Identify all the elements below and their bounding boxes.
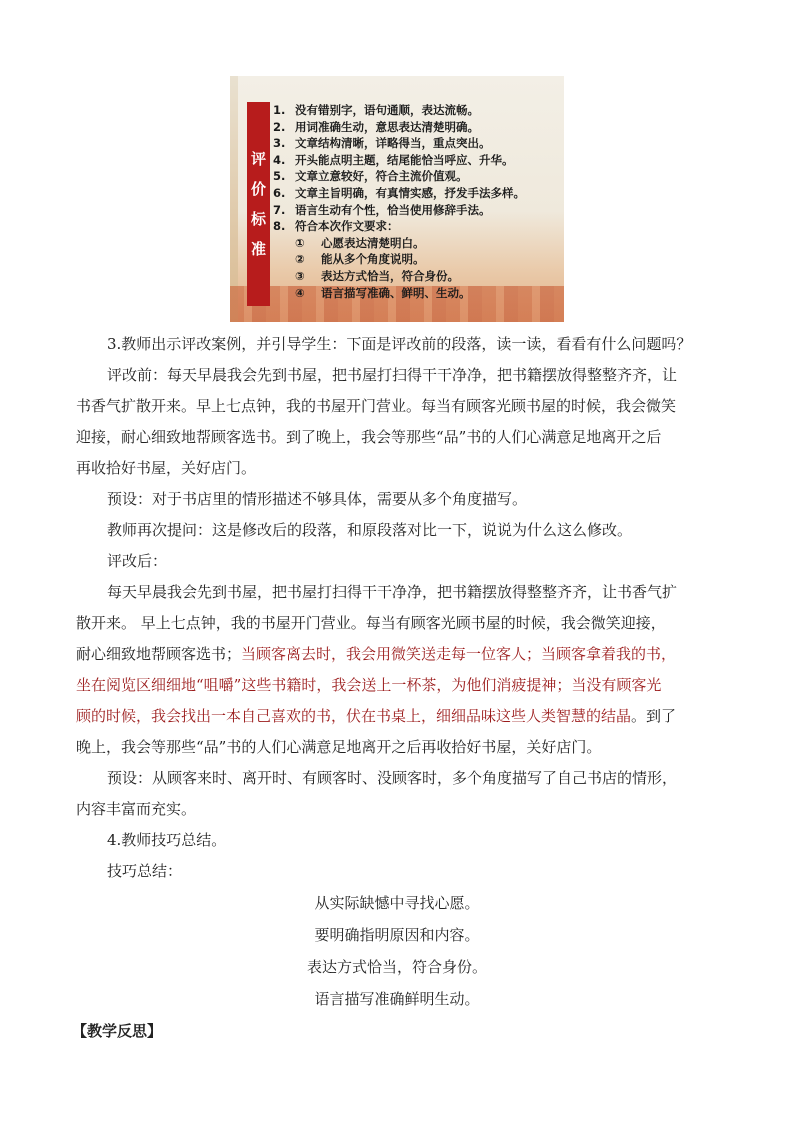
criteria-item xyxy=(273,102,525,119)
before-revision-line: 再收拾好书屋，关好店门。 xyxy=(76,459,257,477)
criteria-subitem xyxy=(273,285,525,302)
side-label-char: 评 xyxy=(250,150,266,168)
side-label-char: 标 xyxy=(250,210,266,228)
item-text: 开头能点明主题，结尾能恰当呼应、升华。 xyxy=(295,152,514,167)
subitem-number: ④ xyxy=(295,285,305,300)
criteria-item xyxy=(273,185,525,202)
subitem-number: ① xyxy=(295,235,305,250)
subitem-text: 心愿表达清楚明白。 xyxy=(321,235,425,250)
preset-note: 内容丰富而充实。 xyxy=(76,800,197,818)
plain-text: 耐心细致地帮顾客选书； xyxy=(76,645,242,663)
preset-note: 预设：对于书店里的情形描述不够具体，需要从多个角度描写。 xyxy=(107,490,528,508)
item-text: 文章主旨明确，有真情实感，抒发手法多样。 xyxy=(295,185,525,200)
criteria-list xyxy=(273,102,525,301)
item-number: 1. xyxy=(273,103,286,117)
criteria-item xyxy=(273,218,525,235)
preset-note: 预设：从顾客来时、离开时、有顾客时、没顾客时，多个角度描写了自己书店的情形， xyxy=(107,769,678,787)
summary-point: 表达方式恰当，符合身份。 xyxy=(306,958,487,976)
after-revision-line xyxy=(76,701,676,732)
skills-summary-label: 技巧总结： xyxy=(107,862,183,880)
summary-point: 从实际缺憾中寻找心愿。 xyxy=(314,894,480,912)
item-number: 7. xyxy=(273,202,286,217)
item-text: 文章立意较好，符合主流价值观。 xyxy=(295,169,468,184)
side-label-char: 价 xyxy=(250,180,266,198)
item-number: 3. xyxy=(273,136,286,151)
subitem-text: 能从多个角度说明。 xyxy=(321,252,425,267)
item-number: 8. xyxy=(273,219,286,234)
subitem-text: 表达方式恰当，符合身份。 xyxy=(321,268,459,283)
criteria-item xyxy=(273,119,525,136)
item-number: 6. xyxy=(273,185,286,200)
criteria-side-label xyxy=(247,102,270,306)
item-text: 文章结构清晰，详略得当，重点突出。 xyxy=(295,136,491,151)
summary-point: 语言描写准确鲜明生动。 xyxy=(314,990,480,1008)
highlighted-text: 当顾客离去时，我会用微笑送走每一位客人；当顾客拿着我的书， xyxy=(241,645,677,663)
before-revision-line: 书香气扩散开来。早上七点钟，我的书屋开门营业。每当有顾客光顾书屋的时候，我会微笑 xyxy=(76,397,677,415)
criteria-subitem xyxy=(273,251,525,268)
step-4-heading: 4.教师技巧总结。 xyxy=(107,831,227,849)
step-3-instruction: 3.教师出示评改案例，并引导学生：下面是评改前的段落，读一读，看看有什么问题吗？ xyxy=(107,335,692,353)
side-label-char: 准 xyxy=(250,240,266,258)
after-revision-line xyxy=(76,639,676,670)
criteria-subitem xyxy=(273,268,525,285)
item-number: 5. xyxy=(273,169,286,184)
highlighted-text: 顾的时候，我会找出一本自己喜欢的书，伏在书桌上，细细品味这些人类智慧的结晶 xyxy=(76,707,632,725)
highlighted-line: 坐在阅览区细细地“咀嚼”这些书籍时，我会送上一杯茶，为他们消疲提神；当没有顾客光 xyxy=(76,676,662,694)
item-text: 符合本次作文要求： xyxy=(295,219,399,234)
subitem-text: 语言描写准确、鲜明、生动。 xyxy=(321,285,471,300)
criteria-subitem xyxy=(273,235,525,252)
before-revision-line: 迎接，耐心细致地帮顾客选书。到了晚上，我会等那些“品”书的人们心满意足地离开之后 xyxy=(76,428,662,446)
criteria-item xyxy=(273,202,525,219)
subitem-number: ③ xyxy=(295,268,305,283)
summary-point: 要明确指明原因和内容。 xyxy=(314,926,480,944)
evaluation-criteria-image xyxy=(230,76,564,322)
after-revision-line: 散开来。 早上七点钟，我的书屋开门营业。每当有顾客光顾书屋的时候，我会微笑迎接， xyxy=(76,614,666,632)
item-number: 2. xyxy=(273,119,286,134)
before-revision-line: 评改前：每天早晨我会先到书屋，把书屋打扫得干干净净，把书籍摆放得整整齐齐，让 xyxy=(107,366,678,384)
item-text: 用词准确生动，意思表达清楚明确。 xyxy=(295,119,479,134)
teaching-reflection-heading: 【教学反思】 xyxy=(72,1022,163,1040)
criteria-item xyxy=(273,168,525,185)
item-number: 4. xyxy=(273,152,286,167)
criteria-item xyxy=(273,152,525,169)
criteria-item xyxy=(273,135,525,152)
item-text: 语言生动有个性，恰当使用修辞手法。 xyxy=(295,202,491,217)
plain-text: 。到了 xyxy=(631,707,677,725)
subitem-number: ② xyxy=(295,252,305,267)
item-text: 没有错别字，语句通顺，表达流畅。 xyxy=(295,103,479,117)
after-revision-line: 每天早晨我会先到书屋，把书屋打扫得干干净净，把书籍摆放得整整齐齐，让书香气扩 xyxy=(107,583,678,601)
after-revision-line: 晚上，我会等那些“品”书的人们心满意足地离开之后再收拾好书屋，关好店门。 xyxy=(76,738,602,756)
after-revision-heading: 评改后： xyxy=(107,552,168,570)
teacher-question: 教师再次提问：这是修改后的段落，和原段落对比一下，说说为什么这么修改。 xyxy=(107,521,633,539)
